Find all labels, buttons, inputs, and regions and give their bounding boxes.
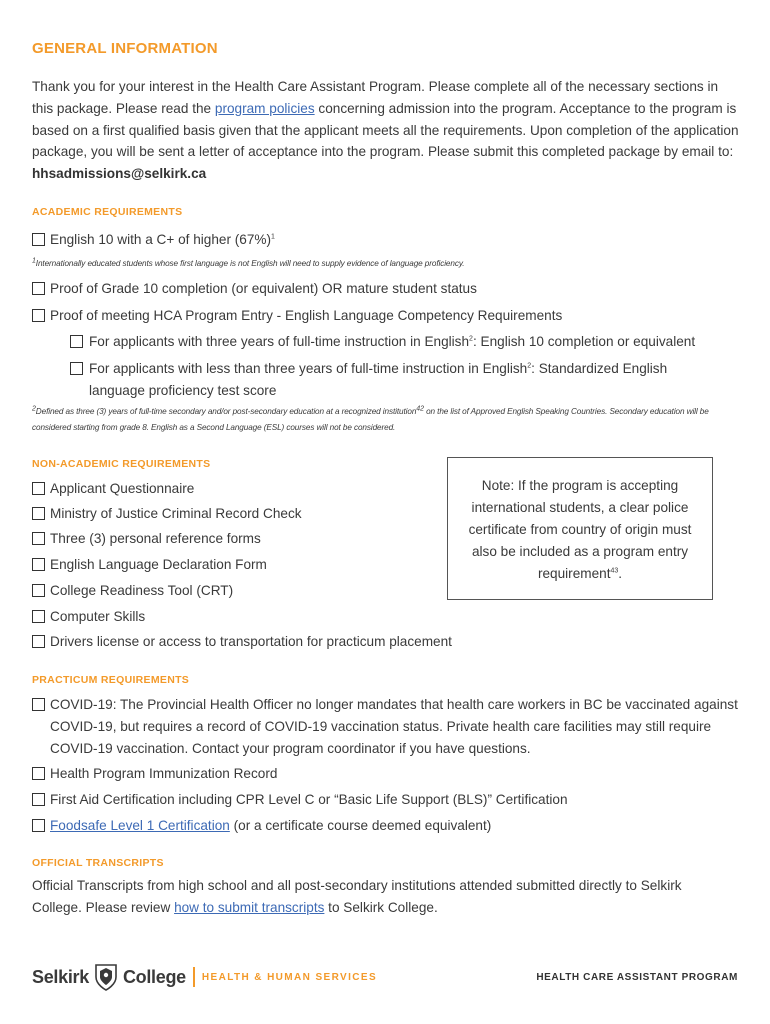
brand-college: College: [122, 966, 186, 987]
checkbox-foodsafe[interactable]: [32, 819, 45, 832]
college-crest-icon: [93, 961, 119, 993]
logo-divider: [193, 967, 195, 987]
item-foodsafe: Foodsafe Level 1 Certification (or a certificate course deemed equivalent): [50, 818, 492, 833]
section-heading-academic: ACADEMIC REQUIREMENTS: [32, 206, 183, 218]
item-crt: College Readiness Tool (CRT): [50, 583, 234, 598]
checkbox-questionnaire[interactable]: [32, 482, 45, 495]
selkirk-logo: [32, 957, 377, 997]
checkbox-criminal-record[interactable]: [32, 507, 45, 520]
section-heading-transcripts: OFFICIAL TRANSCRIPTS: [32, 857, 164, 869]
footnote-1: $^1$Internationally educated students whose first language is not English will need to supply evidence of language proficiency.: [32, 257, 465, 268]
item-proof-hca: Proof of meeting HCA Program Entry - English Language Competency Requirements: [50, 308, 563, 323]
item-immunization: Health Program Immunization Record: [50, 766, 278, 781]
section-heading-general: GENERAL INFORMATION: [32, 40, 218, 57]
checkbox-three-years[interactable]: [70, 335, 83, 348]
section-heading-practicum: PRACTICUM REQUIREMENTS: [32, 674, 190, 686]
checkbox-covid[interactable]: [32, 698, 45, 711]
item-references: Three (3) personal reference forms: [50, 531, 261, 546]
checkbox-language-declaration[interactable]: [32, 558, 45, 571]
item-criminal-record: Ministry of Justice Criminal Record Check: [50, 506, 302, 521]
international-note: Note: If the program is accepting international students, a clear police certificate from country of origin must also be included as a program entry requirement$^{43}$.: [468, 478, 692, 581]
checkbox-grade-10[interactable]: [32, 282, 45, 295]
transcripts-paragraph: Official Transcripts from high school and all post-secondary institutions attended submitted directly to Selkirk College. Please review how to submit transcripts to Selkirk College.: [32, 878, 682, 915]
program-policies-link[interactable]: program policies: [214, 100, 315, 116]
checkbox-references[interactable]: [32, 532, 45, 545]
checkbox-english-10[interactable]: [32, 233, 45, 246]
checkbox-less-than-three[interactable]: [70, 362, 83, 375]
item-language-declaration: English Language Declaration Form: [50, 557, 267, 572]
brand-selkirk: Selkirk: [32, 966, 89, 987]
checkbox-crt[interactable]: [32, 584, 45, 597]
item-first-aid: First Aid Certification including CPR Level C or “Basic Life Support (BLS)” Certification: [50, 792, 568, 807]
item-english-10: English 10 with a C+ of higher $(67\%)^1$: [50, 232, 275, 247]
item-grade-10: Proof of Grade 10 completion (or equivalent) OR mature student status: [50, 281, 477, 296]
checkbox-immunization[interactable]: [32, 767, 45, 780]
item-questionnaire: Applicant Questionnaire: [50, 481, 195, 496]
section-heading-non-academic: NON-ACADEMIC REQUIREMENTS: [32, 458, 211, 470]
item-less-than-three: For applicants with less than three years of full-time instruction in English$^2$: Standardized English language proficiency test score: [89, 361, 668, 398]
transcripts-link[interactable]: how to submit transcripts: [174, 899, 325, 915]
admissions-email: hhsadmissions@selkirk.ca: [32, 166, 207, 182]
foodsafe-link[interactable]: Foodsafe Level 1 Certification: [50, 818, 230, 833]
checkbox-proof-hca[interactable]: [32, 309, 45, 322]
footnote-2: $^2$Defined as three (3) years of full-time secondary and/or post-secondary education at a recognized institution$^{42}$ on the list of Approved English Speaking Countries. Secondary education will be considered starting from grade 8. English as a Second Language (ESL) courses will not be considered.: [32, 405, 709, 432]
item-computer-skills: Computer Skills: [50, 609, 146, 624]
checkbox-computer-skills[interactable]: [32, 610, 45, 623]
program-name: HEALTH CARE ASSISTANT PROGRAM: [536, 972, 738, 983]
intro-paragraph: Thank you for your interest in the Health Care Assistant Program. Please complete all of the necessary sections in this package. Please read the program policies concerning admission into the program. Acceptance to the program is based on a first qualified basis given that the applicant meets all the requirements. Upon completion of the application package, you will be sent a letter of acceptance into the program. Please submit this completed package by email to: hhsadmissions@selkirk.ca: [32, 79, 739, 182]
international-note-box: [447, 457, 713, 600]
item-drivers-license: Drivers license or access to transportation for practicum placement: [50, 634, 452, 649]
item-covid: COVID-19: The Provincial Health Officer no longer mandates that health care workers in BC be vaccinated against COVID-19, but requires a record of COVID-19 vaccination status. Private health care facilities may still require COVID-19 vaccination. Contact your program coordinator if you have questions.: [50, 697, 738, 756]
checkbox-drivers-license[interactable]: [32, 635, 45, 648]
checkbox-first-aid[interactable]: [32, 793, 45, 806]
item-three-years: For applicants with three years of full-time instruction in English$^2$: English 10 completion or equivalent: [89, 334, 696, 349]
department-name: HEALTH & HUMAN SERVICES: [201, 971, 378, 983]
